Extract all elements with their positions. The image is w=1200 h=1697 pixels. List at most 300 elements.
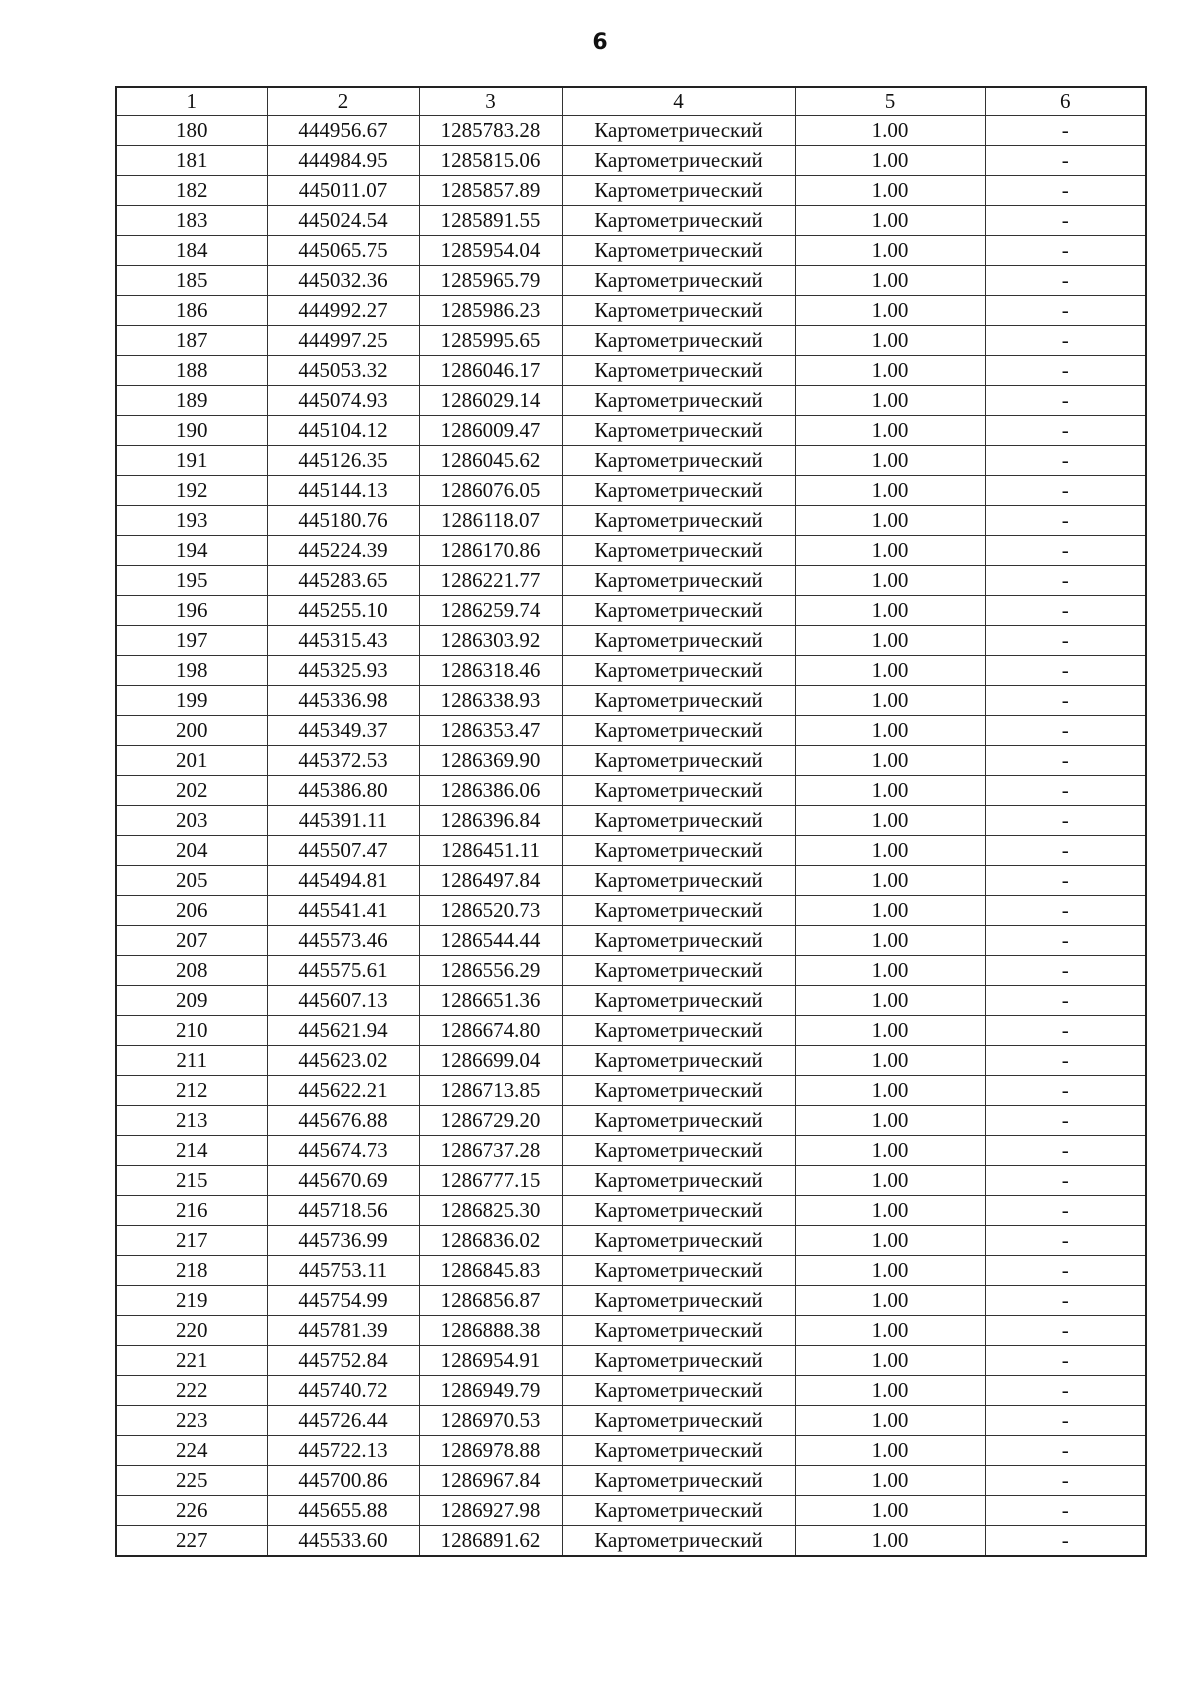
x-coordinate-cell: 445781.39 [267,1316,419,1346]
table-row [116,536,1146,566]
accuracy-cell: 1.00 [795,1046,985,1076]
point-number-cell: 199 [116,686,267,716]
accuracy-cell: 1.00 [795,266,985,296]
x-coordinate-cell: 445722.13 [267,1436,419,1466]
table-row [116,1106,1146,1136]
x-coordinate-cell: 445024.54 [267,206,419,236]
accuracy-cell: 1.00 [795,806,985,836]
y-coordinate-cell: 1285857.89 [419,176,562,206]
description-cell: - [985,1346,1146,1376]
x-coordinate-cell: 445533.60 [267,1526,419,1557]
description-cell: - [985,1166,1146,1196]
method-cell: Картометрический [562,686,795,716]
description-cell: - [985,1196,1146,1226]
table-row [116,176,1146,206]
description-cell: - [985,626,1146,656]
method-cell: Картометрический [562,596,795,626]
method-cell: Картометрический [562,986,795,1016]
method-cell: Картометрический [562,1166,795,1196]
point-number-cell: 194 [116,536,267,566]
x-coordinate-cell: 445325.93 [267,656,419,686]
x-coordinate-cell: 445752.84 [267,1346,419,1376]
accuracy-cell: 1.00 [795,356,985,386]
method-cell: Картометрический [562,386,795,416]
method-cell: Картометрический [562,1136,795,1166]
y-coordinate-cell: 1286009.47 [419,416,562,446]
method-cell: Картометрический [562,1346,795,1376]
x-coordinate-cell: 445372.53 [267,746,419,776]
point-number-cell: 220 [116,1316,267,1346]
accuracy-cell: 1.00 [795,1016,985,1046]
accuracy-cell: 1.00 [795,956,985,986]
description-cell: - [985,926,1146,956]
point-number-cell: 223 [116,1406,267,1436]
point-number-cell: 183 [116,206,267,236]
y-coordinate-cell: 1286713.85 [419,1076,562,1106]
table-row [116,236,1146,266]
y-coordinate-cell: 1286451.11 [419,836,562,866]
y-coordinate-cell: 1286737.28 [419,1136,562,1166]
accuracy-cell: 1.00 [795,1196,985,1226]
method-cell: Картометрический [562,536,795,566]
y-coordinate-cell: 1286303.92 [419,626,562,656]
y-coordinate-cell: 1286076.05 [419,476,562,506]
accuracy-cell: 1.00 [795,146,985,176]
table-row [116,686,1146,716]
method-cell: Картометрический [562,266,795,296]
description-cell: - [985,536,1146,566]
method-cell: Картометрический [562,206,795,236]
x-coordinate-cell: 445754.99 [267,1286,419,1316]
description-cell: - [985,656,1146,686]
point-number-cell: 200 [116,716,267,746]
accuracy-cell: 1.00 [795,896,985,926]
y-coordinate-cell: 1285995.65 [419,326,562,356]
table-row [116,266,1146,296]
table-row [116,746,1146,776]
method-cell: Картометрический [562,866,795,896]
table-row [116,1346,1146,1376]
x-coordinate-cell: 445726.44 [267,1406,419,1436]
column-header: 6 [985,87,1146,116]
x-coordinate-cell: 445315.43 [267,626,419,656]
method-cell: Картометрический [562,776,795,806]
table-row [116,836,1146,866]
y-coordinate-cell: 1286118.07 [419,506,562,536]
y-coordinate-cell: 1286396.84 [419,806,562,836]
method-cell: Картометрический [562,896,795,926]
table-row [116,476,1146,506]
accuracy-cell: 1.00 [795,416,985,446]
point-number-cell: 227 [116,1526,267,1557]
point-number-cell: 191 [116,446,267,476]
point-number-cell: 216 [116,1196,267,1226]
description-cell: - [985,716,1146,746]
method-cell: Картометрический [562,326,795,356]
description-cell: - [985,686,1146,716]
table-row [116,506,1146,536]
x-coordinate-cell: 445700.86 [267,1466,419,1496]
y-coordinate-cell: 1285815.06 [419,146,562,176]
point-number-cell: 204 [116,836,267,866]
description-cell: - [985,836,1146,866]
accuracy-cell: 1.00 [795,836,985,866]
table-row [116,1286,1146,1316]
method-cell: Картометрический [562,806,795,836]
x-coordinate-cell: 445623.02 [267,1046,419,1076]
accuracy-cell: 1.00 [795,1076,985,1106]
x-coordinate-cell: 445622.21 [267,1076,419,1106]
y-coordinate-cell: 1286170.86 [419,536,562,566]
description-cell: - [985,1256,1146,1286]
y-coordinate-cell: 1286954.91 [419,1346,562,1376]
accuracy-cell: 1.00 [795,866,985,896]
accuracy-cell: 1.00 [795,686,985,716]
table-row [116,566,1146,596]
point-number-cell: 213 [116,1106,267,1136]
point-number-cell: 181 [116,146,267,176]
point-number-cell: 201 [116,746,267,776]
accuracy-cell: 1.00 [795,596,985,626]
point-number-cell: 195 [116,566,267,596]
method-cell: Картометрический [562,716,795,746]
point-number-cell: 188 [116,356,267,386]
method-cell: Картометрический [562,1496,795,1526]
point-number-cell: 211 [116,1046,267,1076]
x-coordinate-cell: 445104.12 [267,416,419,446]
description-cell: - [985,746,1146,776]
y-coordinate-cell: 1286221.77 [419,566,562,596]
accuracy-cell: 1.00 [795,626,985,656]
table-row [116,806,1146,836]
x-coordinate-cell: 445655.88 [267,1496,419,1526]
description-cell: - [985,1376,1146,1406]
method-cell: Картометрический [562,1106,795,1136]
y-coordinate-cell: 1286520.73 [419,896,562,926]
method-cell: Картометрический [562,1196,795,1226]
method-cell: Картометрический [562,1226,795,1256]
point-number-cell: 197 [116,626,267,656]
description-cell: - [985,896,1146,926]
x-coordinate-cell: 445180.76 [267,506,419,536]
method-cell: Картометрический [562,506,795,536]
method-cell: Картометрический [562,566,795,596]
point-number-cell: 192 [116,476,267,506]
table-row [116,1376,1146,1406]
accuracy-cell: 1.00 [795,176,985,206]
y-coordinate-cell: 1286046.17 [419,356,562,386]
description-cell: - [985,446,1146,476]
table-row [116,446,1146,476]
description-cell: - [985,1466,1146,1496]
x-coordinate-cell: 445753.11 [267,1256,419,1286]
table-row [116,1196,1146,1226]
description-cell: - [985,1496,1146,1526]
table-row [116,296,1146,326]
accuracy-cell: 1.00 [795,1316,985,1346]
table-row [116,206,1146,236]
accuracy-cell: 1.00 [795,1286,985,1316]
y-coordinate-cell: 1286891.62 [419,1526,562,1557]
x-coordinate-cell: 445607.13 [267,986,419,1016]
x-coordinate-cell: 445255.10 [267,596,419,626]
description-cell: - [985,506,1146,536]
accuracy-cell: 1.00 [795,716,985,746]
point-number-cell: 205 [116,866,267,896]
y-coordinate-cell: 1286836.02 [419,1226,562,1256]
table-row [116,1046,1146,1076]
x-coordinate-cell: 445676.88 [267,1106,419,1136]
y-coordinate-cell: 1286318.46 [419,656,562,686]
accuracy-cell: 1.00 [795,1436,985,1466]
table-row [116,146,1146,176]
description-cell: - [985,866,1146,896]
page-number: 6 [592,30,608,55]
y-coordinate-cell: 1285986.23 [419,296,562,326]
description-cell: - [985,146,1146,176]
table-header-row [116,87,1146,116]
accuracy-cell: 1.00 [795,746,985,776]
y-coordinate-cell: 1286825.30 [419,1196,562,1226]
point-number-cell: 225 [116,1466,267,1496]
accuracy-cell: 1.00 [795,386,985,416]
x-coordinate-cell: 445494.81 [267,866,419,896]
method-cell: Картометрический [562,1526,795,1557]
description-cell: - [985,1406,1146,1436]
table-row [116,1166,1146,1196]
y-coordinate-cell: 1286674.80 [419,1016,562,1046]
point-number-cell: 184 [116,236,267,266]
accuracy-cell: 1.00 [795,236,985,266]
table-body [116,116,1146,1557]
method-cell: Картометрический [562,1436,795,1466]
method-cell: Картометрический [562,1466,795,1496]
accuracy-cell: 1.00 [795,926,985,956]
column-header: 3 [419,87,562,116]
point-number-cell: 224 [116,1436,267,1466]
point-number-cell: 193 [116,506,267,536]
table-row [116,1226,1146,1256]
x-coordinate-cell: 445065.75 [267,236,419,266]
description-cell: - [985,566,1146,596]
x-coordinate-cell: 445386.80 [267,776,419,806]
accuracy-cell: 1.00 [795,1406,985,1436]
description-cell: - [985,416,1146,446]
point-number-cell: 182 [116,176,267,206]
description-cell: - [985,1526,1146,1557]
y-coordinate-cell: 1285965.79 [419,266,562,296]
accuracy-cell: 1.00 [795,1136,985,1166]
accuracy-cell: 1.00 [795,566,985,596]
point-number-cell: 222 [116,1376,267,1406]
accuracy-cell: 1.00 [795,1166,985,1196]
point-number-cell: 221 [116,1346,267,1376]
y-coordinate-cell: 1285954.04 [419,236,562,266]
method-cell: Картометрический [562,1286,795,1316]
table-row [116,986,1146,1016]
description-cell: - [985,296,1146,326]
accuracy-cell: 1.00 [795,296,985,326]
point-number-cell: 208 [116,956,267,986]
method-cell: Картометрический [562,656,795,686]
table-row [116,1466,1146,1496]
point-number-cell: 219 [116,1286,267,1316]
table-row [116,1256,1146,1286]
accuracy-cell: 1.00 [795,986,985,1016]
table-row [116,656,1146,686]
method-cell: Картометрический [562,296,795,326]
y-coordinate-cell: 1286967.84 [419,1466,562,1496]
accuracy-cell: 1.00 [795,1376,985,1406]
point-number-cell: 180 [116,116,267,146]
column-header: 2 [267,87,419,116]
table-row [116,596,1146,626]
method-cell: Картометрический [562,356,795,386]
description-cell: - [985,386,1146,416]
method-cell: Картометрический [562,236,795,266]
column-header: 5 [795,87,985,116]
x-coordinate-cell: 445224.39 [267,536,419,566]
method-cell: Картометрический [562,1316,795,1346]
description-cell: - [985,956,1146,986]
x-coordinate-cell: 445541.41 [267,896,419,926]
table-row [116,926,1146,956]
point-number-cell: 190 [116,416,267,446]
accuracy-cell: 1.00 [795,656,985,686]
point-number-cell: 206 [116,896,267,926]
point-number-cell: 196 [116,596,267,626]
point-number-cell: 203 [116,806,267,836]
table-row [116,1406,1146,1436]
description-cell: - [985,176,1146,206]
method-cell: Картометрический [562,146,795,176]
point-number-cell: 210 [116,1016,267,1046]
description-cell: - [985,776,1146,806]
x-coordinate-cell: 445032.36 [267,266,419,296]
x-coordinate-cell: 445718.56 [267,1196,419,1226]
table-row [116,416,1146,446]
accuracy-cell: 1.00 [795,536,985,566]
x-coordinate-cell: 445575.61 [267,956,419,986]
y-coordinate-cell: 1286888.38 [419,1316,562,1346]
method-cell: Картометрический [562,1256,795,1286]
table-row [116,1076,1146,1106]
x-coordinate-cell: 445507.47 [267,836,419,866]
method-cell: Картометрический [562,1046,795,1076]
x-coordinate-cell: 444997.25 [267,326,419,356]
accuracy-cell: 1.00 [795,1466,985,1496]
description-cell: - [985,986,1146,1016]
point-number-cell: 214 [116,1136,267,1166]
method-cell: Картометрический [562,1016,795,1046]
y-coordinate-cell: 1286045.62 [419,446,562,476]
x-coordinate-cell: 445283.65 [267,566,419,596]
y-coordinate-cell: 1286845.83 [419,1256,562,1286]
table-row [116,326,1146,356]
accuracy-cell: 1.00 [795,326,985,356]
description-cell: - [985,326,1146,356]
accuracy-cell: 1.00 [795,446,985,476]
table-row [116,1436,1146,1466]
accuracy-cell: 1.00 [795,1226,985,1256]
point-number-cell: 226 [116,1496,267,1526]
y-coordinate-cell: 1286259.74 [419,596,562,626]
x-coordinate-cell: 445349.37 [267,716,419,746]
accuracy-cell: 1.00 [795,116,985,146]
point-number-cell: 187 [116,326,267,356]
description-cell: - [985,1286,1146,1316]
description-cell: - [985,1106,1146,1136]
method-cell: Картометрический [562,446,795,476]
description-cell: - [985,206,1146,236]
y-coordinate-cell: 1286556.29 [419,956,562,986]
y-coordinate-cell: 1286386.06 [419,776,562,806]
table-row [116,386,1146,416]
method-cell: Картометрический [562,1406,795,1436]
method-cell: Картометрический [562,746,795,776]
y-coordinate-cell: 1286970.53 [419,1406,562,1436]
column-header: 1 [116,87,267,116]
point-number-cell: 189 [116,386,267,416]
point-number-cell: 209 [116,986,267,1016]
point-number-cell: 198 [116,656,267,686]
accuracy-cell: 1.00 [795,1256,985,1286]
table-row [116,956,1146,986]
method-cell: Картометрический [562,416,795,446]
method-cell: Картометрический [562,626,795,656]
y-coordinate-cell: 1286544.44 [419,926,562,956]
method-cell: Картометрический [562,1076,795,1106]
y-coordinate-cell: 1286856.87 [419,1286,562,1316]
accuracy-cell: 1.00 [795,1526,985,1557]
x-coordinate-cell: 444956.67 [267,116,419,146]
x-coordinate-cell: 445011.07 [267,176,419,206]
description-cell: - [985,1046,1146,1076]
description-cell: - [985,1316,1146,1346]
method-cell: Картометрический [562,1376,795,1406]
x-coordinate-cell: 445391.11 [267,806,419,836]
y-coordinate-cell: 1286338.93 [419,686,562,716]
accuracy-cell: 1.00 [795,1346,985,1376]
method-cell: Картометрический [562,176,795,206]
description-cell: - [985,476,1146,506]
table-row [116,116,1146,146]
y-coordinate-cell: 1286729.20 [419,1106,562,1136]
x-coordinate-cell: 444984.95 [267,146,419,176]
y-coordinate-cell: 1286029.14 [419,386,562,416]
x-coordinate-cell: 445126.35 [267,446,419,476]
x-coordinate-cell: 445674.73 [267,1136,419,1166]
description-cell: - [985,266,1146,296]
description-cell: - [985,596,1146,626]
table-row [116,1136,1146,1166]
description-cell: - [985,1136,1146,1166]
description-cell: - [985,1226,1146,1256]
accuracy-cell: 1.00 [795,506,985,536]
x-coordinate-cell: 444992.27 [267,296,419,326]
y-coordinate-cell: 1286927.98 [419,1496,562,1526]
y-coordinate-cell: 1286497.84 [419,866,562,896]
y-coordinate-cell: 1286369.90 [419,746,562,776]
point-number-cell: 185 [116,266,267,296]
accuracy-cell: 1.00 [795,476,985,506]
y-coordinate-cell: 1286699.04 [419,1046,562,1076]
x-coordinate-cell: 445336.98 [267,686,419,716]
y-coordinate-cell: 1286978.88 [419,1436,562,1466]
description-cell: - [985,116,1146,146]
table-row [116,356,1146,386]
table-row [116,716,1146,746]
